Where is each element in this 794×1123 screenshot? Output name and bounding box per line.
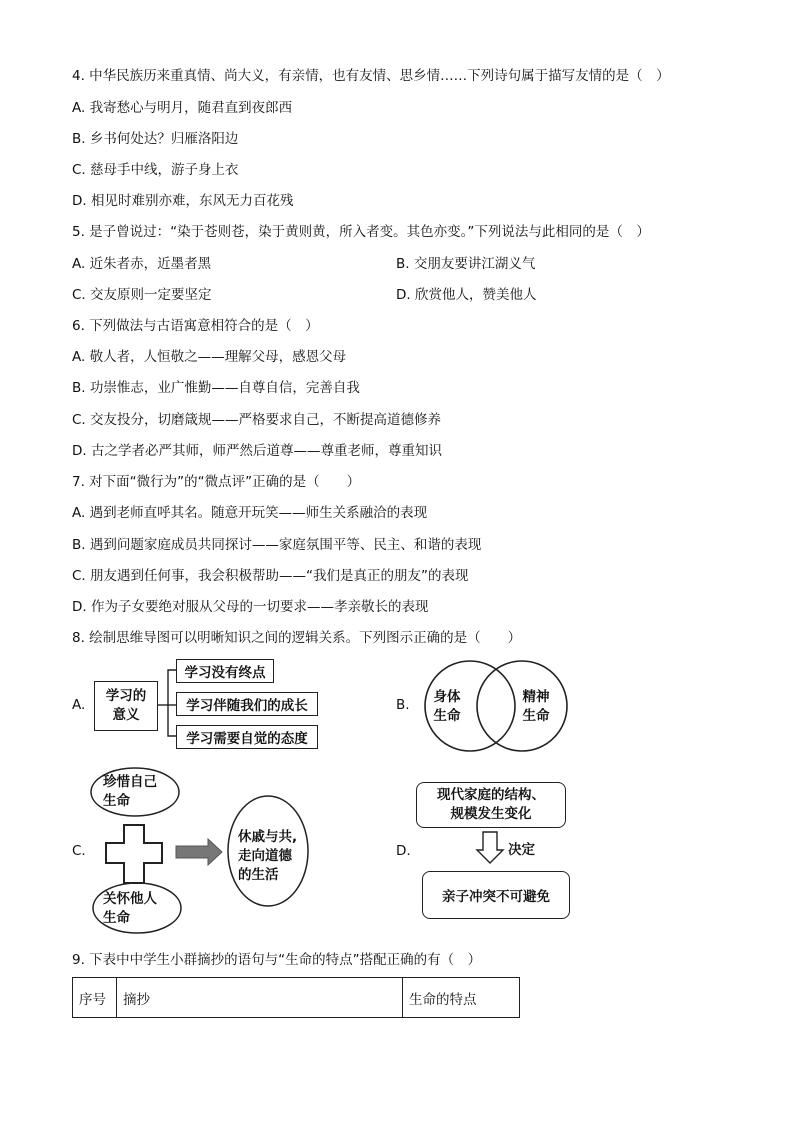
question-6-stem: 6. 下列做法与古语寓意相符合的是（ ） <box>72 318 319 334</box>
question-7-option-c: C. 朋友遇到任何事，我会积极帮助——“我们是真正的朋友”的表现 <box>72 568 469 584</box>
table-header-cell: 摘抄 <box>117 978 403 1018</box>
question-6-option-c: C. 交友投分，切磨箴规——严格要求自己，不断提高道德修养 <box>72 412 442 428</box>
question-4-option-b: B. 乡书何处达？归雁洛阳边 <box>72 131 239 147</box>
question-4-option-c: C. 慈母手中线，游子身上衣 <box>72 162 239 178</box>
question-7-option-a: A. 遇到老师直呼其名。随意开玩笑——师生关系融洽的表现 <box>72 505 428 521</box>
question-6-option-d: D. 古之学者必严其师，师严然后道尊——尊重老师，尊重知识 <box>72 443 442 459</box>
diagram-a-item-2: 学习伴随我们的成长 <box>176 692 318 716</box>
question-7-option-d: D. 作为子女要绝对服从父母的一切要求——孝亲敬长的表现 <box>72 599 429 615</box>
diagram-b-right-label: 精神 生命 <box>522 689 550 724</box>
question-5-stem: 5. 是子曾说过：“染于苍则苍，染于黄则黄，所入者变。其色亦变。”下列说法与此相同的是（ ） <box>72 224 650 240</box>
question-5-option-c: C. 交友原则一定要坚定 <box>72 287 212 303</box>
question-9-table <box>72 977 520 1018</box>
diagram-c-result-label: 休戚与共, 走向道德 的生活 <box>238 829 298 883</box>
diagram-d-top-box: 现代家庭的结构、 规模发生变化 <box>416 782 566 828</box>
table-header-cell: 序号 <box>73 978 117 1018</box>
question-7-stem: 7. 对下面“微行为”的“微点评”正确的是（ ） <box>72 474 361 490</box>
diagram-c-top-label: 珍惜自己 生命 <box>103 774 157 809</box>
table-header-row <box>73 978 520 1018</box>
diagram-d-bottom-box: 亲子冲突不可避免 <box>422 871 570 919</box>
question-4-option-d: D. 相见时难别亦难，东风无力百花残 <box>72 193 294 209</box>
question-7-option-b: B. 遇到问题家庭成员共同探讨——家庭氛围平等、民主、和谐的表现 <box>72 537 482 553</box>
question-6-option-a: A. 敬人者，人恒敬之——理解父母，感恩父母 <box>72 349 347 365</box>
diagram-d-arrow-label: 决定 <box>508 842 535 858</box>
option-b-label: B. <box>396 697 410 713</box>
diagram-a-item-3: 学习需要自觉的态度 <box>176 725 318 749</box>
question-8-stem: 8. 绘制思维导图可以明晰知识之间的逻辑关系。下列图示正确的是（ ） <box>72 630 522 646</box>
question-9-stem: 9. 下表中中学生小群摘抄的语句与“生命的特点”搭配正确的有（ ） <box>72 952 482 968</box>
question-4-stem: 4. 中华民族历来重真情、尚大义，有亲情，也有友情、思乡情……下列诗句属于描写友情的是（ ） <box>72 68 670 84</box>
option-a-label: A. <box>72 697 86 713</box>
diagram-c-bottom-label: 关怀他人 生命 <box>103 891 157 926</box>
diagram-a-item-1: 学习没有终点 <box>176 659 274 683</box>
question-4-option-a: A. 我寄愁心与明月，随君直到夜郎西 <box>72 100 293 116</box>
diagram-d-down-arrow <box>475 831 505 865</box>
diagram-b-left-label: 身体 生命 <box>433 689 461 724</box>
question-5-option-a: A. 近朱者赤，近墨者黑 <box>72 256 212 272</box>
diagram-a-root: 学习的 意义 <box>94 681 158 731</box>
question-5-option-b: B. 交朋友要讲江湖义气 <box>396 256 536 272</box>
option-d-label: D. <box>396 843 411 859</box>
option-c-label: C. <box>72 843 86 859</box>
question-6-option-b: B. 功崇惟志，业广惟勤——自尊自信，完善自我 <box>72 380 360 396</box>
question-5-option-d: D. 欣赏他人，赞美他人 <box>396 287 537 303</box>
table-header-cell: 生命的特点 <box>403 978 520 1018</box>
